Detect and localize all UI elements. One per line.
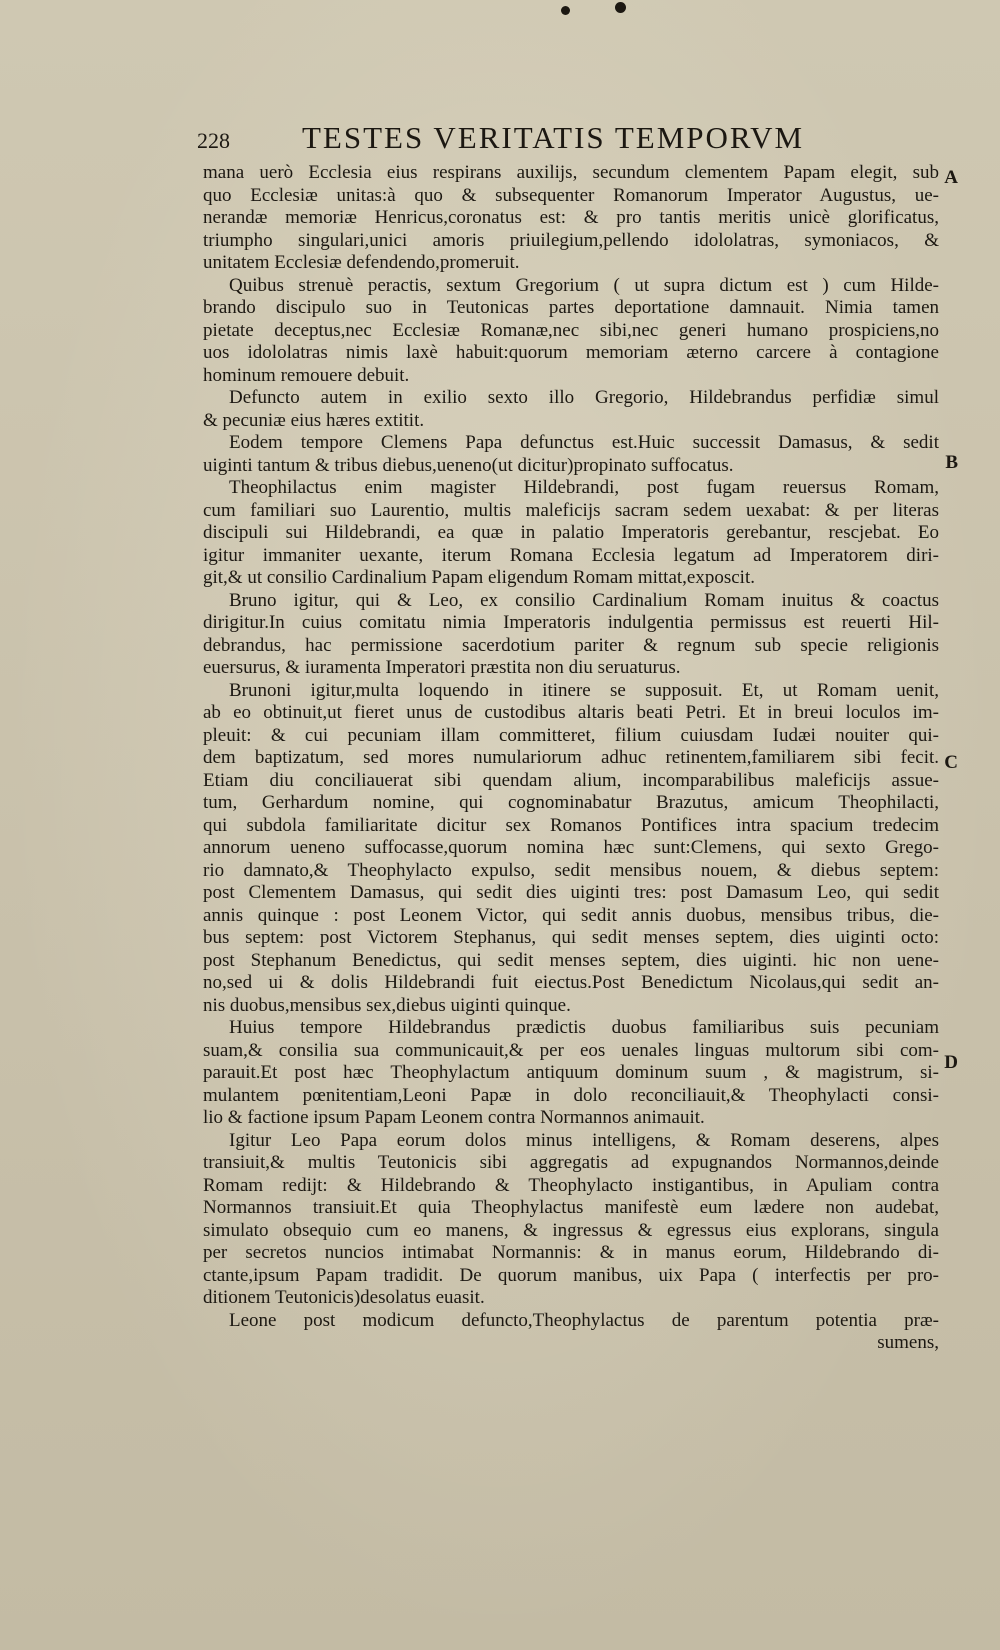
text-line: annorum ueneno suffocasse,quorum nomina hæc sunt:Clemens, qui sexto Grego- xyxy=(203,837,939,858)
text-line: no,sed ui & dolis Hildebrandi fuit eiectus.Post Benedictum Nicolaus,qui sedit an- xyxy=(203,972,939,993)
text-line: hominum remouere debuit. xyxy=(203,364,410,386)
text-line: post Clementem Damasus, qui sedit dies uiginti tres: post Damasum Leo, qui sedit xyxy=(203,882,939,903)
text-line: ab eo obtinuit,ut fieret unus de custodibus altaris beati Petri. Et in breui loculos im- xyxy=(203,702,939,723)
text-line: debrandus, hac permissione sacerdotium pariter & regnum sub specie religionis xyxy=(203,634,939,656)
text-line: mana uerò Ecclesia eius respirans auxilijs, secundum clementem Papam elegit, sub xyxy=(203,162,939,183)
text-line: nis duobus,mensibus sex,diebus uiginti quinque. xyxy=(203,994,571,1016)
text-line: discipuli sui Hildebrandi, ea quæ in palatio Imperatoris gerebantur, rescjebat. Eo xyxy=(203,522,939,543)
text-line: unitatem Ecclesiæ defendendo,promeruit. xyxy=(203,252,520,273)
text-line: per secretos nuncios intimabat Normannis: & in manus eorum, Hildebrando di- xyxy=(203,1242,939,1263)
text-line: dem baptizatum, sed mores numulariorum adhuc retinentem,familiarem sibi fecit. xyxy=(203,747,939,768)
margin-letter-c: C xyxy=(944,752,958,773)
text-line: Eodem tempore Clemens Papa defunctus est.Huic successit Damasus, & sedit xyxy=(229,432,939,453)
text-line: quo Ecclesiæ unitas:à quo & subsequenter Romanorum Imperator Augustus, ue- xyxy=(203,184,939,206)
text-line: Romam rediјt: & Hildebrando & Theophylacto instigantibus, in Apuliam contra xyxy=(203,1174,939,1196)
text-line: post Stephanum Benedictus, qui sedit menses septem, dies uiginti. hic non uene- xyxy=(203,949,939,971)
text-line: uiginti tantum & tribus diebus,ueneno(ut dicitur)propinato suffocatus. xyxy=(203,454,734,476)
text-line: transiuit,& multis Teutonicis sibi aggregatis ad expugnandos Normannos,deinde xyxy=(203,1152,939,1173)
text-line: annis quinque : post Leonem Victor, qui sedit annis duobus, mensibus tribus, die- xyxy=(203,904,939,926)
page-number: 228 xyxy=(197,128,230,153)
text-line: Brunoni igitur,multa loquendo in itinere se supposuit. Et, ut Romam uenit, xyxy=(229,679,939,701)
text-line: cum familiari suo Laurentio, multis maleficijs sacram sedem uexabat: & per literas xyxy=(203,499,939,521)
text-line: parauit.Et post hæc Theophylactum antiquum dominum suum , & magistrum, si- xyxy=(203,1062,939,1083)
text-line: igitur immaniter uexante, iterum Romana Ecclesia legatum ad Imperatorem diri- xyxy=(203,544,939,566)
text-line: Bruno igitur, qui & Leo, ex consilio Cardinalium Romam inuitus & coactus xyxy=(229,589,939,611)
text-line: euersurus, & iuramenta Imperatori præstita non diu seruaturus. xyxy=(203,657,681,678)
text-line: Normannos transiuit.Et quia Theophylactus manifestè eum lædere non audebat, xyxy=(203,1197,939,1218)
text-line: ditionem Teutonicis)desolatus euasit. xyxy=(203,1287,485,1308)
text-line: & pecuniæ eius hæres extitit. xyxy=(203,409,425,431)
text-line: ctante,ipsum Papam tradidit. De quorum manibus, uix Papa ( interfectis per pro- xyxy=(203,1264,939,1286)
text-line: qui subdola familiaritate dicitur sex Romanos Pontifices intra spacium tredecim xyxy=(203,814,939,836)
body-text xyxy=(203,162,939,1355)
page-header xyxy=(197,118,897,158)
text-line: tum, Gerhardum nomine, qui cognominabatur Brazutus, amicum Theophilacti, xyxy=(203,792,939,813)
text-line: Quibus strenuè peractis, sextum Gregorium ( ut supra dictum est ) cum Hilde- xyxy=(229,274,939,296)
text-line: bus septem: post Victorem Stephanus, qui sedit menses septem, dies uiginti octo: xyxy=(203,927,939,948)
text-line: pietate deceptus,nec Ecclesiæ Romanæ,nec sibi,nec generi humano prospiciens,no xyxy=(203,319,939,341)
running-title: TESTES VERITATIS TEMPORVM xyxy=(302,120,805,155)
text-line: Etiam diu conciliauerat sibi quendam alium, incomparabilibus maleficijs assue- xyxy=(203,769,939,791)
text-line: simulato obsequio cum eo manens, & ingressus & egressus eius explorans, singula xyxy=(203,1219,939,1241)
text-line: nerandæ memoriæ Henricus,coronatus est: & pro tantis meritis unicè glorificatus, xyxy=(203,207,939,228)
text-line: uos idololatras nimis laxè habuit:quorum memoriam æterno carcere à contagione xyxy=(203,342,939,363)
text-line: mulantem pœnitentiam,Leoni Papæ in dolo reconciliauit,& Theophylacti consi- xyxy=(203,1084,939,1106)
catchword: sumens, xyxy=(877,1332,939,1353)
margin-letter-a: A xyxy=(944,167,958,188)
text-line: lio & factione ipsum Papam Leonem contra Normannos animauit. xyxy=(203,1107,705,1128)
text-line: Igitur Leo Papa eorum dolos minus intelligens, & Romam deserens, alpes xyxy=(229,1129,939,1151)
text-line: Leone post modicum defuncto,Theophylactus de parentum potentia præ- xyxy=(229,1309,939,1331)
text-line: Huius tempore Hildebrandus prædictis duobus familiaribus suis pecuniam xyxy=(229,1017,939,1038)
margin-letter-b: B xyxy=(945,452,958,473)
text-line: Defuncto autem in exilio sexto illo Gregorio, Hildebrandus perfidiæ simul xyxy=(229,387,939,408)
text-line: git,& ut consilio Cardinalium Papam eligendum Romam mittat,exposcit. xyxy=(203,567,755,588)
text-line: triumpho singulari,unici amoris priuilegium,pellendo idololatras, symoniacos, & xyxy=(203,229,939,251)
text-line: suam,& consilia sua communicauit,& per eos uenales linguas multorum sibi com- xyxy=(203,1039,939,1061)
margin-letter-d: D xyxy=(944,1052,958,1073)
ink-blot xyxy=(615,2,626,13)
ink-blot xyxy=(561,6,570,15)
text-line: pleuit: & cui pecuniam illam committeret, filium cuiusdam Iudæi nouiter qui- xyxy=(203,724,939,746)
text-line: brando discipulo suo in Teutonicas partes deportatione damnauit. Nimia tamen xyxy=(203,297,939,318)
text-line: rio damnato,& Theophylacto expulso, sedit mensibus nouem, & diebus septem: xyxy=(203,859,939,881)
text-line: dirigitur.In cuius comitatu nimia Imperatoris indulgentia permissus est reuerti Hil- xyxy=(203,612,939,633)
text-line: Theophilactus enim magister Hildebrandi, post fugam reuersus Romam, xyxy=(229,477,939,498)
